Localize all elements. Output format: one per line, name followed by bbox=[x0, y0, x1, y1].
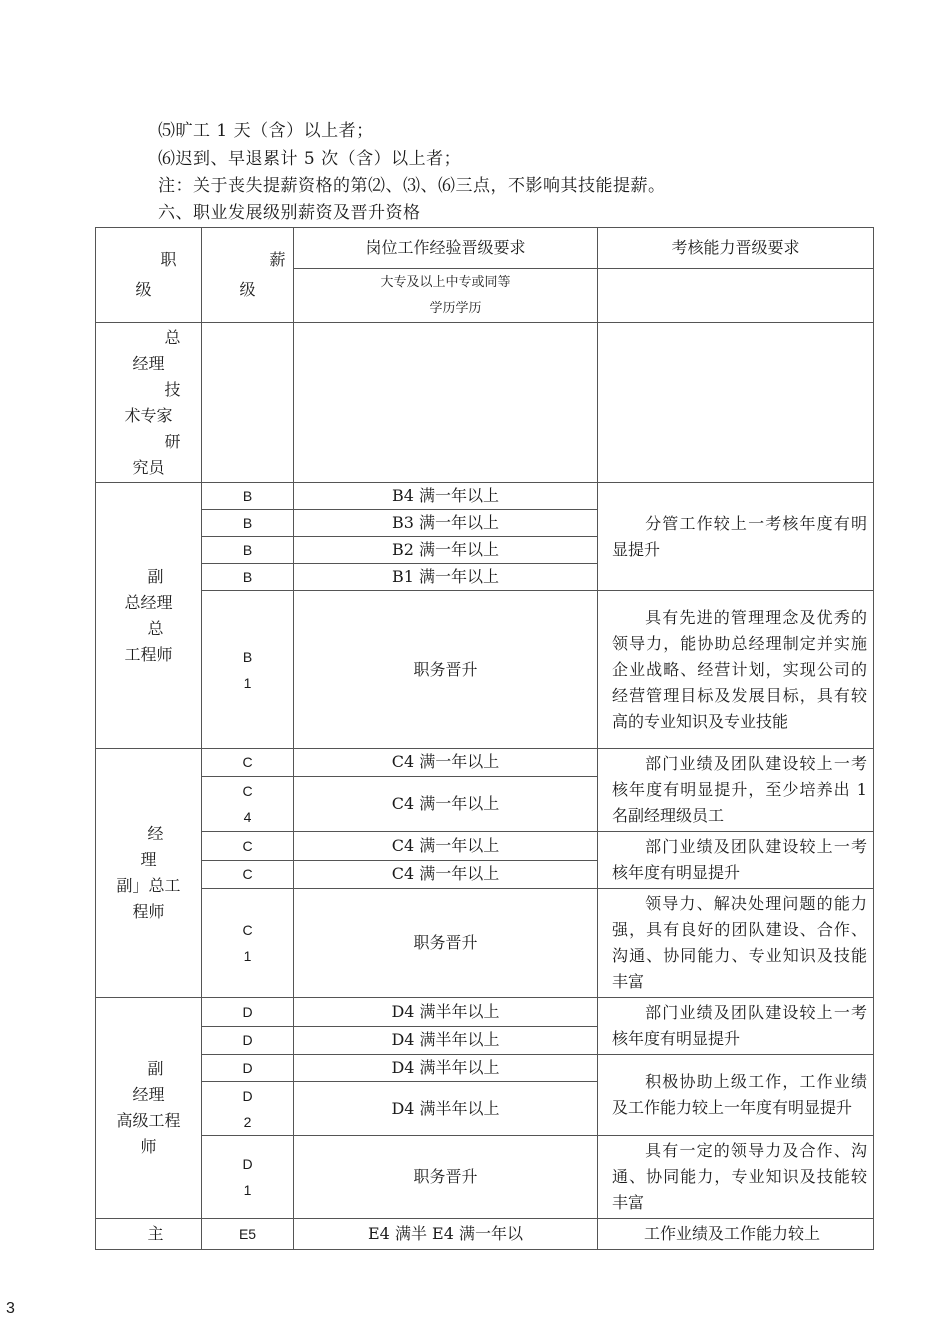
grade-cell: B 1 bbox=[202, 591, 294, 749]
assessment-text: 部门业绩及团队建设较上一考核年度有明显提升 bbox=[612, 837, 867, 882]
header-education-a: 大专及以上中专或同等 bbox=[380, 274, 511, 290]
grade-cell-empty bbox=[202, 323, 294, 483]
assessment-cell bbox=[598, 998, 874, 1055]
experience-cell: B1 满一年以上 bbox=[294, 564, 598, 591]
rank-text: 师 bbox=[140, 1137, 157, 1156]
grade-cell: E5 bbox=[202, 1219, 294, 1250]
grade-cell: D 1 bbox=[202, 1136, 294, 1219]
header-experience: 岗位工作经验晋级要求 bbox=[294, 228, 598, 269]
header-assessment: 考核能力晋级要求 bbox=[598, 228, 874, 269]
rank-text: 高级工程 bbox=[116, 1111, 181, 1130]
rank-text: 研 bbox=[164, 431, 181, 451]
header-rank-a: 职 bbox=[160, 250, 177, 269]
rank-cell-manager bbox=[96, 749, 202, 998]
experience-cell: E4 满半 E4 满一年以 bbox=[294, 1219, 598, 1250]
rank-text: 经 bbox=[147, 824, 164, 843]
header-education bbox=[294, 269, 598, 323]
header-education-b: 学历学历 bbox=[429, 300, 482, 316]
experience-cell: 职务晋升 bbox=[294, 591, 598, 749]
assessment-text: 具有一定的领导力及合作、沟通、协同能力，专业知识及技能较丰富 bbox=[612, 1141, 867, 1212]
assessment-text: 工作业绩及工作能力较上 bbox=[644, 1224, 821, 1243]
experience-cell: D4 满半年以上 bbox=[294, 1082, 598, 1136]
experience-cell-empty bbox=[294, 323, 598, 483]
grade-cell: C 4 bbox=[202, 776, 294, 831]
experience-cell: C4 满一年以上 bbox=[294, 749, 598, 777]
assessment-cell bbox=[598, 1219, 874, 1250]
header-grade-a: 薪 bbox=[269, 250, 286, 269]
assessment-cell bbox=[598, 889, 874, 998]
rank-text: 总 bbox=[147, 618, 164, 638]
grade-cell: C bbox=[202, 832, 294, 861]
experience-cell: B4 满一年以上 bbox=[294, 483, 598, 510]
assessment-text: 分管工作较上一考核年度有明显提升 bbox=[612, 513, 867, 559]
rank-text: 技 bbox=[164, 379, 181, 399]
rank-text: 经理 bbox=[132, 1085, 165, 1104]
assessment-text: 具有先进的管理理念及优秀的领导力，能协助总经理制定并实施企业战略、经营计划，实现公司的经营管理目标及发展目标，具有较高的专业知识及专业技能 bbox=[612, 607, 867, 731]
grade-cell: B bbox=[202, 564, 294, 591]
grade-cell: B bbox=[202, 483, 294, 510]
header-rank-b: 级 bbox=[135, 280, 152, 299]
experience-cell: B3 满一年以上 bbox=[294, 510, 598, 537]
assessment-text: 积极协助上级工作，工作业绩及工作能力较上一年度有明显提升 bbox=[612, 1072, 867, 1117]
assessment-text: 部门业绩及团队建设较上一考核年度有明显提升，至少培养出 1 名副经理级员工 bbox=[612, 754, 867, 825]
rank-text: 术专家 bbox=[124, 405, 173, 425]
rank-text: 总经理 bbox=[124, 592, 173, 612]
experience-cell: D4 满半年以上 bbox=[294, 1055, 598, 1082]
assessment-cell bbox=[598, 591, 874, 749]
page-number: 3 bbox=[6, 1300, 15, 1317]
rank-text: 工程师 bbox=[124, 644, 173, 664]
header-rank bbox=[96, 228, 202, 323]
experience-cell: B2 满一年以上 bbox=[294, 537, 598, 564]
grade-cell: D bbox=[202, 1026, 294, 1055]
rank-cell-general-manager bbox=[96, 323, 202, 483]
experience-cell: 职务晋升 bbox=[294, 889, 598, 998]
rank-text: 副 bbox=[147, 566, 164, 586]
rank-text: 副 bbox=[147, 1059, 164, 1078]
grade-cell: D bbox=[202, 1055, 294, 1082]
text-line-3: 注：关于丧失提薪资格的第⑵、⑶、⑹三点，不影响其技能提薪。 bbox=[158, 176, 666, 196]
text-line-2: ⑹迟到、早退累计 5 次（含）以上者； bbox=[158, 149, 462, 169]
experience-cell: D4 满半年以上 bbox=[294, 998, 598, 1027]
rank-text: 经理 bbox=[132, 353, 165, 373]
rank-cell-deputy-general-manager bbox=[96, 483, 202, 749]
grade-cell: D bbox=[202, 998, 294, 1027]
experience-cell: D4 满半年以上 bbox=[294, 1026, 598, 1055]
header-assessment-blank bbox=[598, 269, 874, 323]
rank-text: 主 bbox=[147, 1224, 164, 1243]
rank-text: 究员 bbox=[132, 457, 165, 477]
rank-text: 副」总工 bbox=[116, 876, 181, 895]
assessment-text: 领导力、解决处理问题的能力强，具有良好的团队建设、合作、沟通、协同能力、专业知识及技能丰富 bbox=[612, 894, 867, 991]
experience-cell: C4 满一年以上 bbox=[294, 860, 598, 889]
assessment-cell bbox=[598, 1136, 874, 1219]
grade-cell: C 1 bbox=[202, 889, 294, 998]
assessment-cell bbox=[598, 832, 874, 889]
grade-cell: B bbox=[202, 537, 294, 564]
assessment-cell bbox=[598, 1055, 874, 1136]
salary-promotion-table bbox=[95, 227, 874, 1250]
assessment-text: 部门业绩及团队建设较上一考核年度有明显提升 bbox=[612, 1003, 867, 1048]
rank-cell-supervisor bbox=[96, 1219, 202, 1250]
rank-text: 理 bbox=[140, 850, 157, 869]
header-grade bbox=[202, 228, 294, 323]
grade-cell: C bbox=[202, 749, 294, 777]
assessment-cell bbox=[598, 749, 874, 832]
experience-cell: C4 满一年以上 bbox=[294, 832, 598, 861]
grade-cell: D 2 bbox=[202, 1082, 294, 1136]
rank-text: 程师 bbox=[132, 902, 165, 921]
section-heading: 六、职业发展级别薪资及晋升资格 bbox=[158, 203, 421, 223]
assessment-cell bbox=[598, 483, 874, 591]
assessment-cell-empty bbox=[598, 323, 874, 483]
rank-cell-deputy-manager bbox=[96, 998, 202, 1219]
grade-cell: B bbox=[202, 510, 294, 537]
experience-cell: C4 满一年以上 bbox=[294, 776, 598, 831]
header-grade-b: 级 bbox=[239, 280, 256, 299]
experience-cell: 职务晋升 bbox=[294, 1136, 598, 1219]
grade-cell: C bbox=[202, 860, 294, 889]
rank-text: 总 bbox=[164, 327, 181, 347]
text-line-1: ⑸旷工 1 天（含）以上者； bbox=[158, 121, 374, 141]
